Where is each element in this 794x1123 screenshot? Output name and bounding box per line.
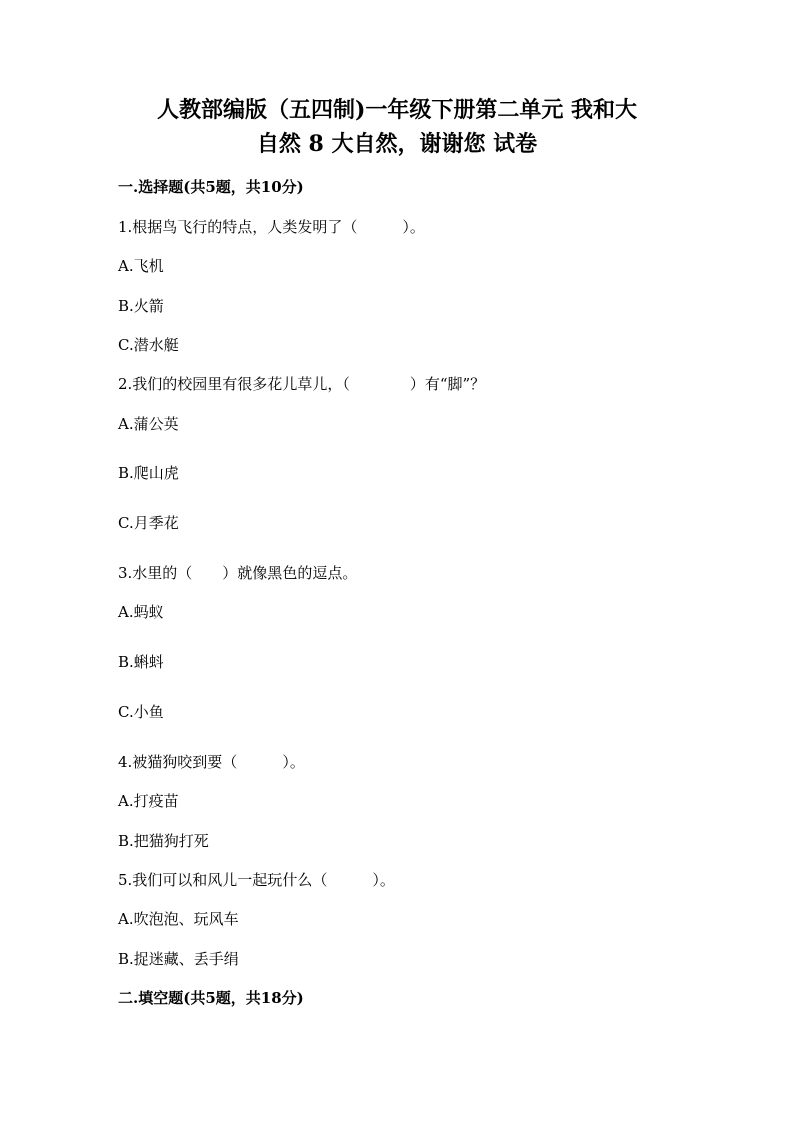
question-1-text: 1.根据鸟飞行的特点，人类发明了（ ）。 (118, 218, 425, 236)
question-3-option-c: C.小鱼 (118, 703, 164, 721)
question-4-option-a: A.打疫苗 (118, 792, 179, 810)
question-3-option-b: B.蝌蚪 (118, 653, 164, 671)
question-2-option-b: B.爬山虎 (118, 464, 179, 482)
question-1-option-a: A.飞机 (118, 257, 164, 275)
question-2-option-a: A.蒲公英 (118, 415, 179, 433)
document-title-line-1: 人教部编版（五四制)一年级下册第二单元 我和大 (156, 97, 638, 123)
question-1-option-b: B.火箭 (118, 297, 164, 315)
question-5-option-b: B.捉迷藏、丢手绢 (118, 950, 239, 968)
section-heading-multiple-choice: 一.选择题(共5题，共10分) (118, 178, 304, 196)
section-heading-fill-in-blank: 二.填空题(共5题，共18分) (118, 989, 304, 1007)
question-4-option-b: B.把猫狗打死 (118, 832, 209, 850)
question-1-option-c: C.潜水艇 (118, 336, 179, 354)
question-5-option-a: A.吹泡泡、玩风车 (118, 910, 239, 928)
question-3-option-a: A.蚂蚁 (118, 603, 164, 621)
document-title-line-2: 自然 8 大自然，谢谢您 试卷 (256, 131, 538, 157)
question-2-text: 2.我们的校园里有很多花儿草儿，（ ）有“脚”？ (118, 375, 486, 393)
question-4-text: 4.被猫狗咬到要（ ）。 (118, 753, 305, 771)
question-5-text: 5.我们可以和风儿一起玩什么（ ）。 (118, 871, 395, 889)
question-3-text: 3.水里的（ ）就像黑色的逗点。 (118, 564, 358, 582)
question-2-option-c: C.月季花 (118, 514, 179, 532)
